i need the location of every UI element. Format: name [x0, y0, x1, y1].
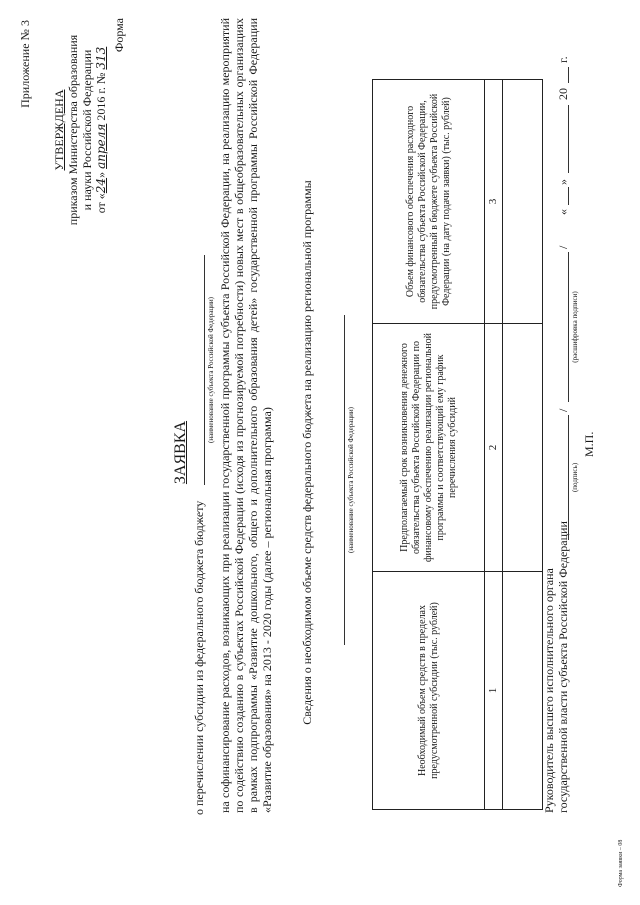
appendix-label: Приложение № 3 — [18, 20, 32, 108]
slash-1: / — [556, 408, 570, 412]
signature-line2: государственной власти субъекта Российской Федерации — [556, 521, 570, 813]
section-title: Сведения о необходимом объеме средств федерального бюджета на реализацию региональной программы — [300, 180, 314, 725]
slash-2: / — [556, 245, 570, 249]
date-open-quote: « — [556, 209, 570, 215]
signature-caption: (подпись) — [571, 462, 579, 493]
form-label: Форма — [112, 18, 126, 53]
table-number-row — [485, 80, 503, 810]
table-subject-line — [344, 315, 345, 645]
year-end: г. — [556, 56, 570, 63]
funding-table — [372, 79, 543, 810]
year-prefix: 20 — [556, 88, 570, 100]
approval-title: УТВЕРЖДЕНА — [52, 89, 66, 171]
decode-caption: (расшифровка подписи) — [571, 291, 579, 363]
signature-line1: Руководитель высшего исполнительного органа — [542, 568, 556, 813]
data-cell-3[interactable] — [503, 80, 543, 324]
number-cell-3: 3 — [485, 80, 503, 324]
date-prefix: от « — [94, 193, 108, 214]
data-cell-1[interactable] — [503, 572, 543, 810]
date-day-line — [568, 187, 569, 205]
number-cell-1: 1 — [485, 572, 503, 810]
body-text: на софинансирование расходов, возникающих при реализации государственной программы субъекта Российской Федерации, на реализацию мероприятий по содействию созданию в субъектах Российской Федерации (исходя из прогнозируемой потребности) новых мест в общеобразовательных организациях в рамках подпрограммы «Развитие дошкольного, общего и дополнительного образования детей» государственной программы Российской Федерации «Развитие образования» на 2013 - 2020 годы (далее – региональная программа) — [218, 18, 274, 813]
year-line — [568, 67, 569, 83]
subject-name-line — [204, 255, 205, 485]
date-month-line — [568, 105, 569, 173]
handwritten-month: апреля — [94, 123, 108, 169]
date-mid: » — [94, 171, 108, 178]
data-cell-2[interactable] — [503, 324, 543, 572]
footer-form-code: Форма заявки – 08 — [618, 839, 624, 887]
stamp-place: М.П. — [582, 431, 596, 457]
header-cell-budget: Объем финансового обеспечения расходного обязательства субъекта Российской Федерации, предусмотренный в бюджете субъекта Российской Федерации (на дату подачи заявки) (тыс. рублей) — [373, 80, 485, 324]
subheading: о перечислении субсидии из федерального бюджета бюджету — [192, 500, 206, 815]
date-close-quote: » — [556, 179, 570, 185]
table-header-row — [373, 80, 485, 810]
handwritten-number: 313 — [94, 46, 108, 70]
header-cell-amount: Необходимый объем средств в пределах предусмотренной субсидии (тыс. рублей) — [373, 572, 485, 810]
approval-line2: и науки Российской Федерации — [80, 49, 94, 211]
date-year: 2016 г. № — [94, 72, 108, 121]
table-data-row — [503, 80, 543, 810]
approval-line1: приказом Министерства образования — [66, 34, 80, 226]
handwritten-day: 24 — [94, 177, 108, 194]
subject-caption: (наименование субъекта Российской Федерации) — [207, 297, 215, 443]
heading: ЗАЯВКА — [172, 420, 189, 485]
approval-block — [52, 15, 108, 245]
table-caption: (наименование субъекта Российской Федерации) — [347, 407, 355, 553]
number-cell-2: 2 — [485, 324, 503, 572]
approval-date — [94, 15, 108, 245]
header-cell-term: Предполагаемый срок возникновения денежного обязательства субъекта Российской Федерации по финансовому обеспечению реализации региональной программы и соответствующий ему график перечисления субсидий — [373, 324, 485, 572]
signature-line — [568, 415, 569, 540]
decode-line — [568, 252, 569, 402]
